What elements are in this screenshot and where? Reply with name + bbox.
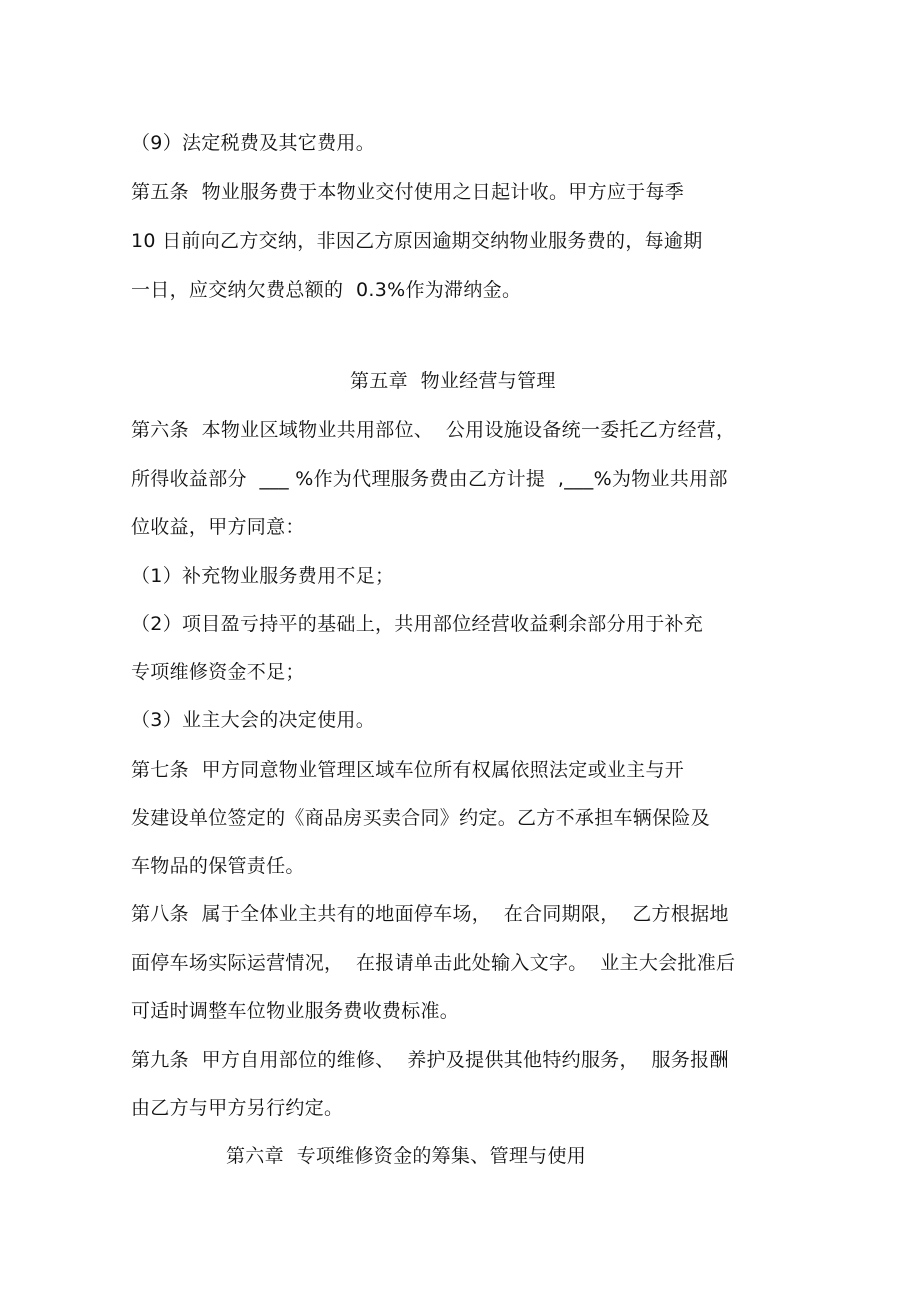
article-5-line-1: 第五条 物业服务费于本物业交付使用之日起计收。甲方应于每季 <box>131 181 685 203</box>
article-6-item-2-line-1: （2）项目盈亏持平的基础上，共用部位经营收益剩余部分用于补充 <box>131 613 704 635</box>
clause-item-9: （9）法定税费及其它费用。 <box>131 132 375 154</box>
article-7-line-1: 第七条 甲方同意物业管理区域车位所有权属依照法定或业主与开 <box>131 759 685 781</box>
article-6-item-2-line-2: 专项维修资金不足； <box>131 661 305 683</box>
article-5-line-3: 一日，应交纳欠费总额的 0.3%作为滞纳金。 <box>131 279 522 301</box>
article-7-line-3: 车物品的保管责任。 <box>131 855 305 877</box>
article-9-line-2: 由乙方与甲方另行约定。 <box>131 1097 344 1119</box>
article-8-line-2: 面停车场实际运营情况， 在报请单击此处输入文字。 业主大会批准后 <box>131 952 736 974</box>
article-6-line-3: 位收益，甲方同意： <box>131 516 305 538</box>
article-5-line-2: 10 日前向乙方交纳，非因乙方原因逾期交纳物业服务费的，每逾期 <box>131 230 703 252</box>
chapter-5-heading: 第五章 物业经营与管理 <box>350 370 556 392</box>
article-7-line-2: 发建设单位签定的《商品房买卖合同》约定。乙方不承担车辆保险及 <box>131 807 711 829</box>
article-8-line-1: 第八条 属于全体业主共有的地面停车场， 在合同期限， 乙方根据地 <box>131 903 729 925</box>
article-6-line-1: 第六条 本物业区域物业共用部位、 公用设施设备统一委托乙方经营， <box>131 419 736 441</box>
chapter-6-heading: 第六章 专项维修资金的筹集、管理与使用 <box>226 1145 587 1167</box>
article-6-item-3: （3）业主大会的决定使用。 <box>131 709 375 731</box>
article-9-line-1: 第九条 甲方自用部位的维修、 养护及提供其他特约服务， 服务报酬 <box>131 1049 729 1071</box>
article-6-item-1: （1）补充物业服务费用不足； <box>131 565 395 587</box>
article-8-line-3: 可适时调整车位物业服务费收费标准。 <box>131 1000 460 1022</box>
article-6-line-2: 所得收益部分 ___ %作为代理服务费由乙方计提 ,___%为物业共用部 <box>131 468 728 490</box>
